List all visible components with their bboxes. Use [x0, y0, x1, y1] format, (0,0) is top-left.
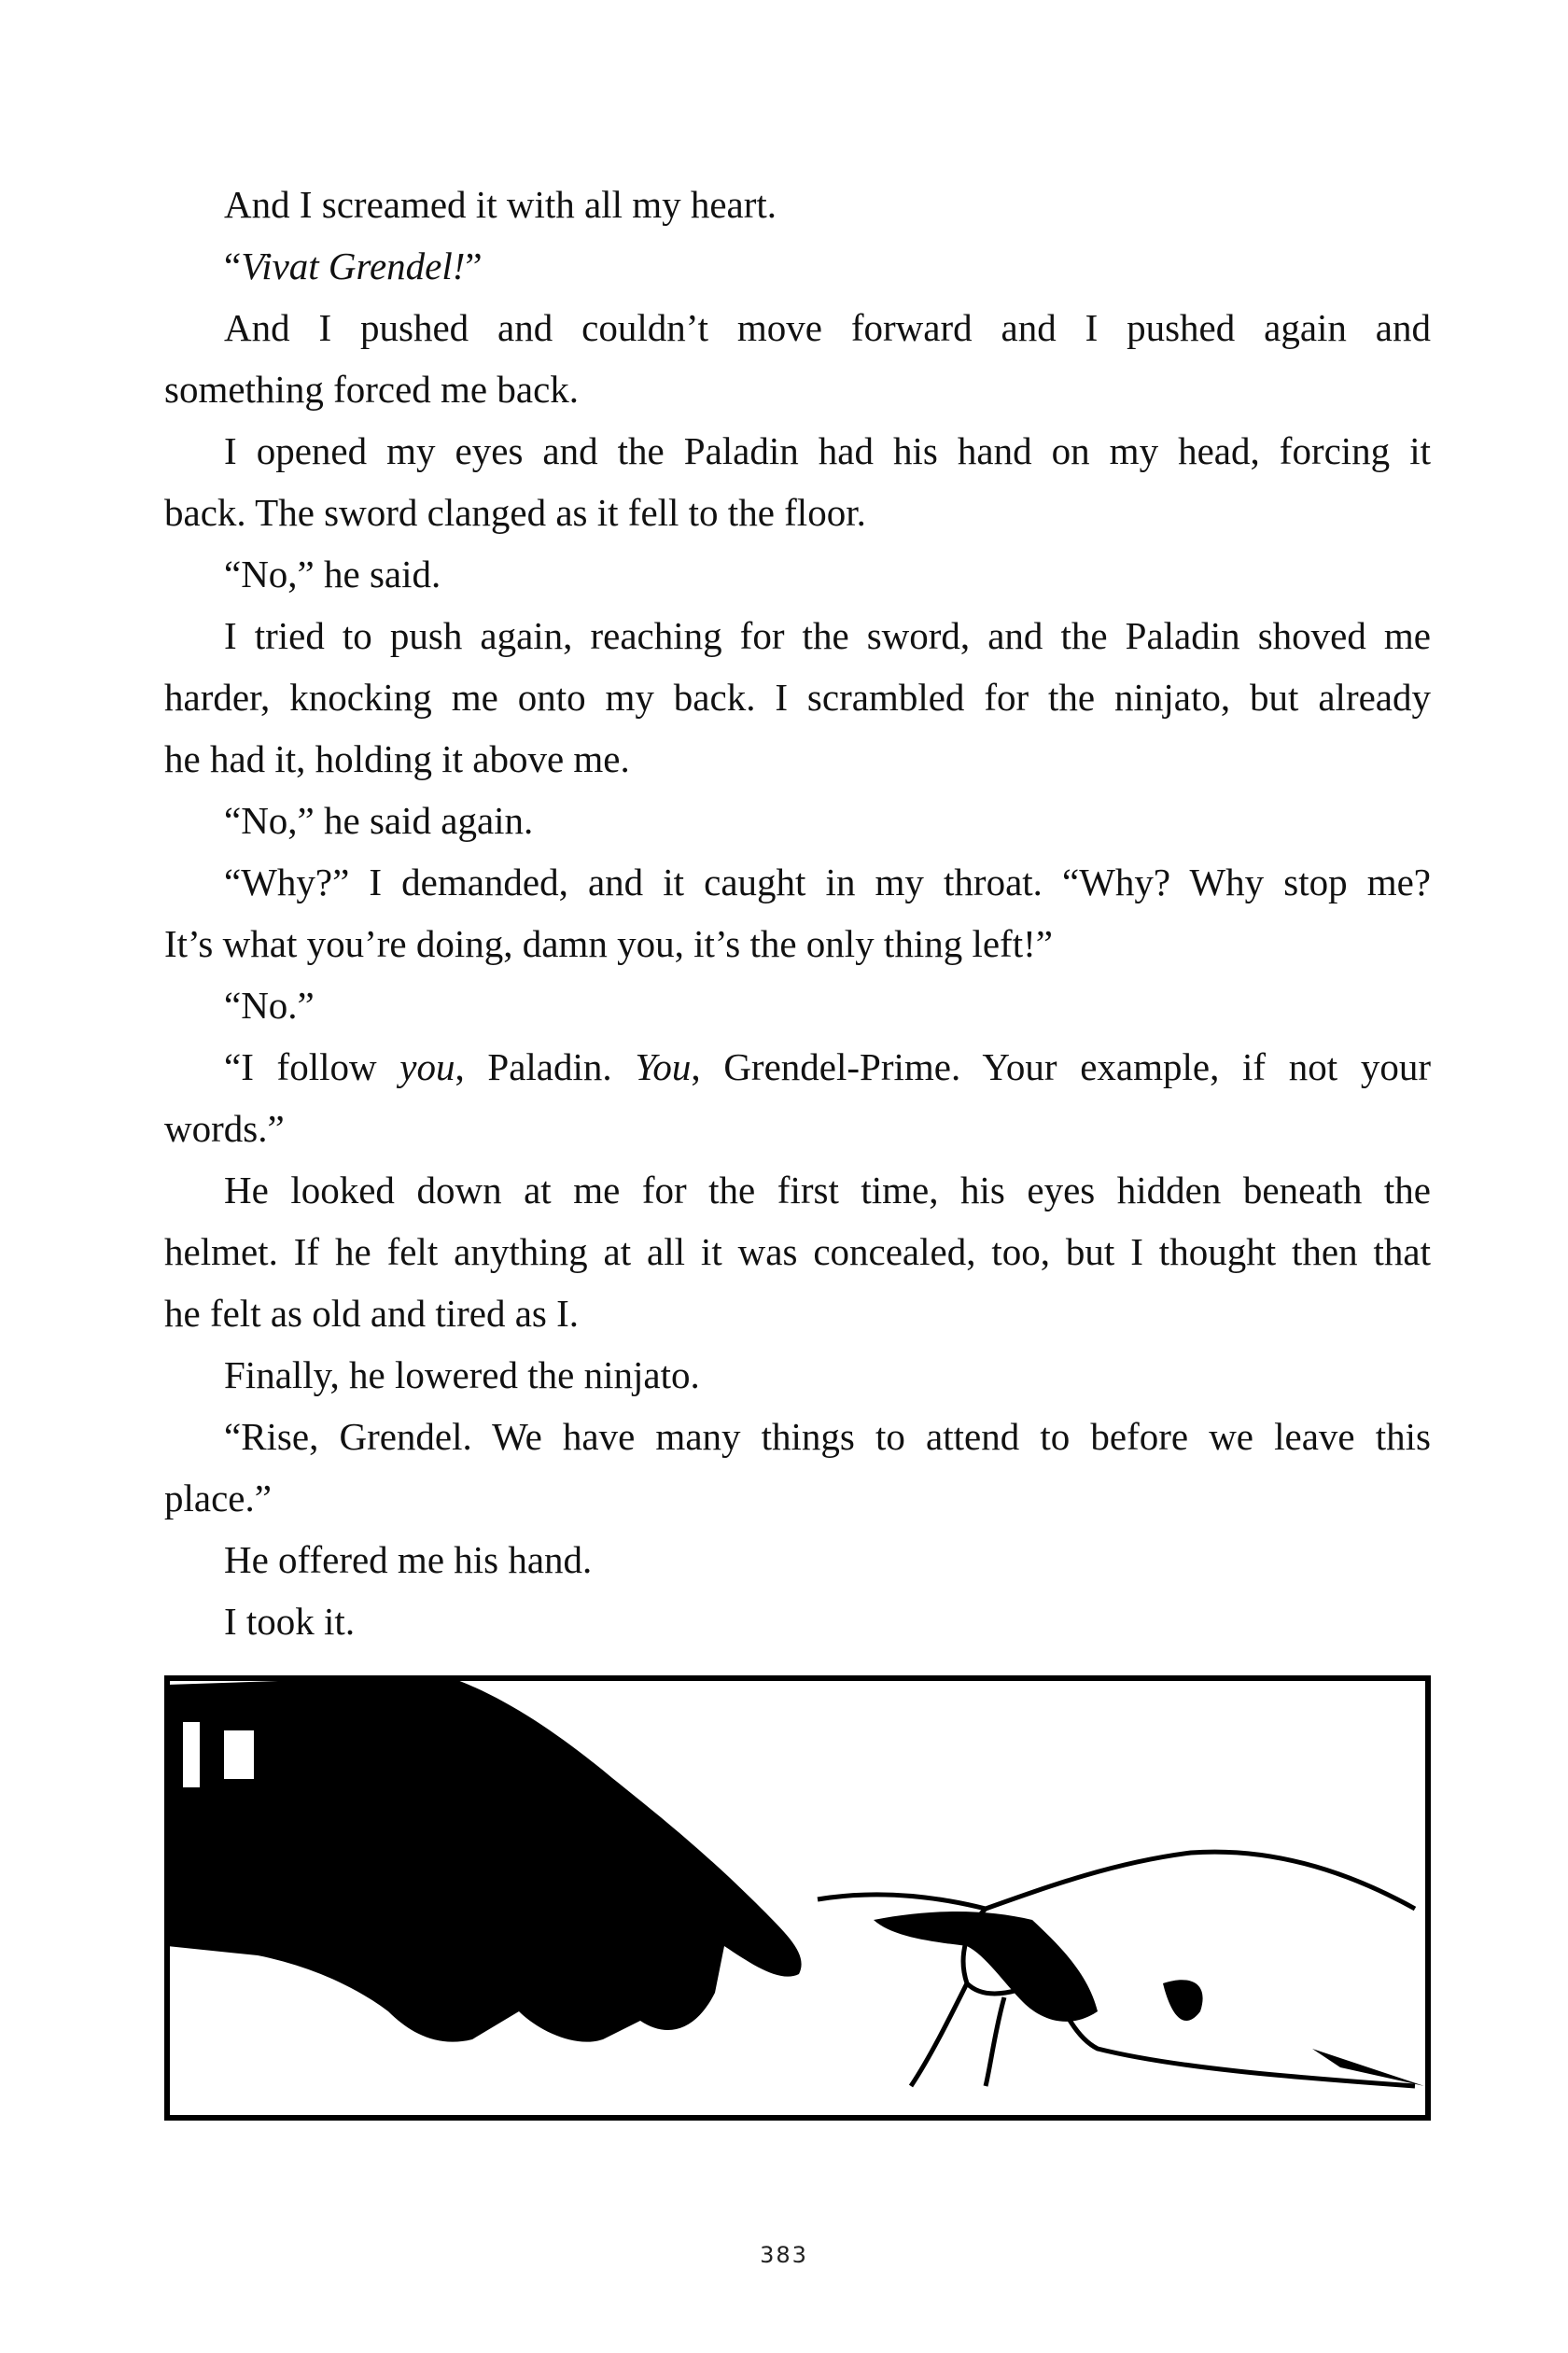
text-segment: “No.” — [224, 984, 315, 1027]
ink-strokes — [1163, 1980, 1424, 2086]
text-segment: I tried to push again, reaching for the sword, and the Paladin shoved me — [224, 614, 1431, 657]
text-segment: ” — [465, 245, 483, 287]
text-segment: Finally, he lowered the ninjato. — [224, 1353, 700, 1396]
text-segment: something forced me back. — [164, 368, 580, 411]
text-line — [164, 235, 1431, 297]
hands-illustration — [164, 1675, 1431, 2121]
text-line — [164, 1406, 1431, 1467]
robot-hand-icon — [167, 1675, 802, 2042]
text-line — [164, 605, 1431, 666]
text-line — [164, 666, 1431, 728]
text-segment: He looked down at me for the first time, his eyes hidden beneath the — [224, 1169, 1431, 1212]
text-segment: place.” — [164, 1477, 272, 1520]
hand-shadow — [874, 1912, 1098, 2022]
text-segment: “Rise, Grendel. We have many things to attend to before we leave this — [224, 1415, 1431, 1458]
italic-text: Vivat Grendel! — [241, 245, 466, 287]
text-line — [164, 790, 1431, 851]
text-segment: “No,” he said. — [224, 553, 441, 595]
text-line — [164, 1344, 1431, 1406]
text-segment: “No,” he said again. — [224, 799, 534, 842]
paragraph — [164, 543, 1431, 605]
text-segment: “Why?” I demanded, and it caught in my throat. “Why? Why stop me? — [224, 861, 1431, 903]
paragraph — [164, 1406, 1431, 1529]
robot-wrist-stripe — [183, 1722, 200, 1787]
paragraph — [164, 1344, 1431, 1406]
text-line — [164, 1036, 1431, 1098]
text-segment: It’s what you’re doing, damn you, it’s the only thing left!” — [164, 922, 1053, 965]
paragraph — [164, 420, 1431, 543]
text-line — [164, 1529, 1431, 1590]
text-line — [164, 728, 1431, 790]
text-segment: back. The sword clanged as it fell to the floor. — [164, 491, 866, 534]
paragraph — [164, 1036, 1431, 1159]
text-line — [164, 851, 1431, 913]
paragraph — [164, 297, 1431, 420]
text-segment: I opened my eyes and the Paladin had his hand on my head, forcing it — [224, 429, 1431, 472]
text-line — [164, 1282, 1431, 1344]
paragraph — [164, 974, 1431, 1036]
text-line — [164, 297, 1431, 358]
text-segment: helmet. If he felt anything at all it was concealed, too, but I thought then that — [164, 1230, 1431, 1273]
paragraph — [164, 235, 1431, 297]
paragraph — [164, 605, 1431, 790]
text-line — [164, 1159, 1431, 1221]
paragraph — [164, 1590, 1431, 1652]
italic-text: You — [635, 1045, 692, 1088]
body-text — [164, 174, 1431, 1652]
text-line — [164, 974, 1431, 1036]
text-segment: And I pushed and couldn’t move forward and I pushed again and — [224, 306, 1431, 349]
text-segment: I took it. — [224, 1600, 356, 1643]
text-line — [164, 1221, 1431, 1282]
text-line — [164, 174, 1431, 235]
text-segment: , Grendel-Prime. Your example, if not your — [691, 1045, 1431, 1088]
paragraph — [164, 1529, 1431, 1590]
text-segment: he had it, holding it above me. — [164, 737, 630, 780]
text-segment: harder, knocking me onto my back. I scrambled for the ninjato, but already — [164, 676, 1431, 719]
paragraph — [164, 174, 1431, 235]
page-number: 383 — [760, 2242, 808, 2268]
text-line — [164, 358, 1431, 420]
human-hand-icon — [818, 1852, 1415, 2086]
text-segment: words.” — [164, 1107, 285, 1150]
text-line — [164, 1590, 1431, 1652]
paragraph — [164, 851, 1431, 974]
text-line — [164, 913, 1431, 974]
paragraph — [164, 1159, 1431, 1344]
text-line — [164, 1098, 1431, 1159]
text-segment: , Paladin. — [455, 1045, 636, 1088]
paragraph — [164, 790, 1431, 851]
robot-wrist-light — [220, 1727, 258, 1783]
text-segment: He offered me his hand. — [224, 1538, 593, 1581]
text-line — [164, 543, 1431, 605]
text-segment: “ — [224, 245, 242, 287]
text-line — [164, 482, 1431, 543]
text-line — [164, 1467, 1431, 1529]
text-segment: he felt as old and tired as I. — [164, 1292, 580, 1335]
italic-text: you — [399, 1045, 455, 1088]
text-line — [164, 420, 1431, 482]
text-segment: “I follow — [224, 1045, 400, 1088]
text-segment: And I screamed it with all my heart. — [224, 183, 777, 226]
